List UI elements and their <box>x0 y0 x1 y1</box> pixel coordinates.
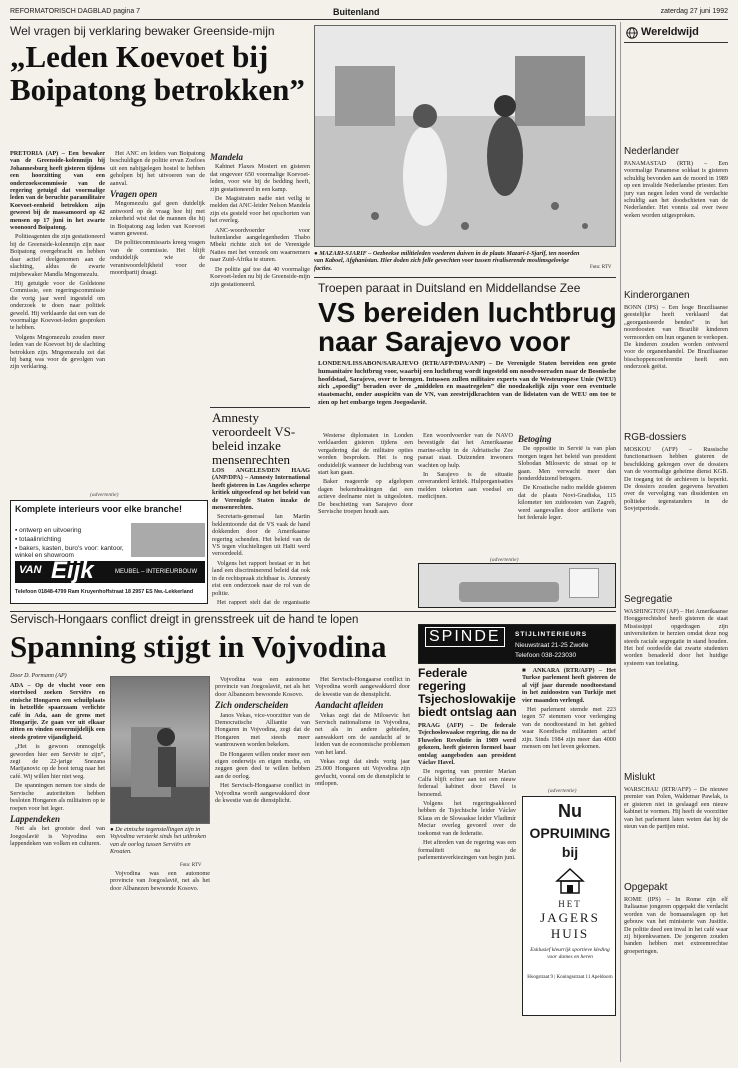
sidebar-item-title: Mislukt <box>624 772 656 783</box>
ad-eijk-photo <box>131 523 205 557</box>
story-subheading: Lappendeken <box>10 813 60 824</box>
ad-spinde[interactable] <box>418 624 616 664</box>
ad-jagers-opruiming: OPRUIMING <box>529 825 611 841</box>
ad-eijk-bullet: ▪ bakers, kasten, buro's voor: kantoor, winkel en showroom <box>15 545 124 559</box>
ad-spinde-phone: Telefoon 038-223030 <box>515 652 577 659</box>
story-paragraph: ANC-woordvoerder voor buitenlandse aangelegenheden Thabo Mbeki richtte zich tot de Verenigde Naties met het verzoek om waarnemers naar Zuid-Afrika te sturen. <box>210 226 310 264</box>
federal-paragraph: Het aftreden van de regering was een formaliteit na de parlementsverkiezingen van begin juni. <box>418 839 516 861</box>
federal-paragraph: De regering van premier Marian Calfa blijft echter aan tot een nieuw federaal kabinet door Havel is benoemd. <box>418 768 516 798</box>
paper-name: REFORMATORISCH DAGBLAD pagina 7 <box>10 8 141 15</box>
story-body-col-2 <box>110 150 205 490</box>
ad-eijk-brand: VAN Eijk MEUBEL – INTERIEURBOUW <box>15 561 205 583</box>
sidebar-item-title: RGB-dossiers <box>624 432 687 443</box>
story-kicker: Servisch-Hongaars conflict dreigt in grensstreek uit de hand te lopen <box>10 614 359 626</box>
amnesty-paragraph: Secretaris-generaal Ian Martin beklemtoonde dat de VS vaak de hand dokkenden door de Amerikaanse regering schenden. Het beleid van de VS tegen vluchtelingen uit Haïti werd veroordeeld. <box>212 513 310 558</box>
story-paragraph: De Magistraten nadie niet veilig te melden dat ANC-leider Nelson Mandela zijn eis gesteld voor het opschorten van het overleg. <box>210 195 310 225</box>
story-body-col-3 <box>210 150 310 405</box>
amnesty-paragraph: Het rapport stelt dat de organisatie <box>217 598 310 605</box>
amnesty-headline: Amnesty veroordeelt VS-beleid inzake mensenrechten <box>212 410 296 467</box>
story-paragraph: De Kroatische radio meldde gisteren dat de plaats Novi-Gradiska, 115 kilometer ten zuidoosten van Zagreb, werd aangevallen door artillerie van het federale leger. <box>518 484 616 522</box>
story-paragraph: Westerse diplomaten in Londen verklaarden gisteren tijdens een vergadering dat de militaire opties worden besproken. Het is nog onduidelijk wanneer de luchtbrug van start kan gaan. <box>318 432 413 477</box>
story-body-col-1 <box>10 150 105 490</box>
ad-label: (advertentie) <box>90 492 119 498</box>
story-subheading: Vragen open <box>110 189 158 200</box>
ad-jagers-huis-word: HUIS <box>550 926 590 941</box>
ad-eijk-title: Komplete interieurs voor elke branche! <box>15 504 183 514</box>
ankara-paragraph: Het parlement stemde met 223 tegen 57 stemmen voor verlenging van de noodtoestand in het gebied waar Koerdische militanten actief zijn. Sinds 1984 zijn meer dan 4000 mensen om het leven gekomen. <box>522 706 616 751</box>
story-headline: Spanning stijgt in Vojvodina <box>10 629 387 664</box>
photo-caption: ● MAZARI-SJARIF – Oezbeekse militieleden voederen duiven in de plaats Mazari-I-Sjarif, ten noorden van Kaboel, Afghanistan. Hier doden zich felle gevechten voor tussen rivaliserende moslimsgelovige facties. <box>314 250 580 272</box>
ad-furniture-window <box>569 568 599 598</box>
ad-jagers-het: HET <box>558 899 582 909</box>
ad-furniture[interactable] <box>418 563 616 608</box>
federal-lead: PRAAG (AFP) – De federale Tsjechoslowaakse regering, die na de Fluwelen Revolutie in 1989 werd gekozen, heeft gisteren formeel haar ontslag aangeboden aan president Václav Havel. <box>418 722 516 767</box>
photo-mazari-sjarif <box>314 25 616 247</box>
ad-spinde-logo: SPINDE <box>425 627 505 647</box>
sidebar-item-text: BONN (IPS) – Een hoge Braziliaanse geestelijke heeft verklaard dat „georganiseerde bendes” in het noordoosten van Brazilië kinderen vermoorden om hun organen te verkopen. De kinderen zouden worden ontvoerd voor de organenhandel. De Braziliaanse bisschoppenconferentie heeft een onderzoek geëist. <box>624 304 728 371</box>
ad-spinde-tag: STIJLINTERIEURS <box>515 631 588 638</box>
ad-furniture-sofa <box>459 582 559 602</box>
photo-credit: Foto: RTV <box>590 265 612 270</box>
story-subheading: Zich onderscheiden <box>215 700 289 711</box>
ad-jagers-name: JAGERS <box>540 910 600 925</box>
story-paragraph: Vekas zegt dat de Milosevic het Servisch nationalisme in Vojvodina, net als in andere gebieden, aanwakkert om de aandacht af te leiden van de economische problemen van het land. <box>315 711 410 756</box>
story-body-col-1 <box>318 432 413 602</box>
story-lead: PRETORIA (AP) – Een bewaker van de Greenside-kolenmijn bij Johannesburg heeft gisteren tijdens een hoorzitting van een onderzoekscommissie van de regering getuigd dat voormalige leden van de beruchte paramilitaire Koevoet-eenheid betrokken zijn geweest bij de massamoord op 42 mensen op 17 juni in het zwarte woonoord Boipatong. <box>10 150 105 232</box>
amnesty-paragraph: Volgens het rapport bestaat er in het land een discriminerend beleid dat ook in de rechtspraak zichtbaar is. Amnesty eist een onderzoek naar de rol van de politie. <box>212 559 310 597</box>
story-paragraph: De Hongaren willen onder meer een eigen onderwijs en eigen media, en zeggen geen deel te willen hebben aan de oorlog. <box>215 750 310 780</box>
story-paragraph: Een woordvoerder van de NAVO bevestigde dat het Amerikaanse marine-schip in de Adriatische Zee paraat staat. Duizenden inwoners wachten op hulp. <box>418 432 513 469</box>
story-paragraph: Baker reageerde op afgelopen dagen bekendmakingen dat een actieve deelname niet is uitgesloten. De beschieting van Sarajevo door Servische troepen houdt aan. <box>318 478 413 516</box>
ad-jagers-bij: bij <box>561 844 579 860</box>
photo-vojvodina <box>110 676 210 824</box>
story-kicker: Troepen paraat in Duitsland en Middellandse Zee <box>318 281 581 295</box>
story-paragraph: Het Servisch-Hongaarse conflict in Vojvodina wordt aangewakkerd door de kwestie van de dienstplicht. <box>315 676 410 698</box>
ad-eijk-bullet: ▪ ontwerp en uitvoering <box>15 527 82 534</box>
story-paragraph: Het ANC en leiders van Boipatong beschuldigen de politie ervan Zoeloes uit een nabijgelegen hostel te hebben geholpen bij het uitvoeren van de aanval. <box>110 150 205 187</box>
story-kicker: Wel vragen bij verklaring bewaker Greenside-mijn <box>10 24 275 38</box>
story-paragraph: Vojvodina was een autonome provincie van Joegoslavië, net als het door Albanezen bewoonde Kosovo. <box>110 870 210 892</box>
story-headline: „Leden Koevoet bij Boipatong betrokken” <box>10 39 305 107</box>
story-paragraph: Janos Vekas, vice-voorzitter van de Democratische Alliantie van Hongaren in Vojvodina, zegt dat de Hongaren met steeds meer wantrouwen worden bekeken. <box>215 711 310 749</box>
federal-headline: Federale regering Tsjechoslowakije biedt ontslag aan <box>418 666 517 719</box>
story-paragraph: „Het is gewoon onmogelijk geworden hier een Serviër te zijn”, zegt de 22-jarige Snezana Marijanovic op de boot terug naar het café. Wij willen hier niet weg. <box>10 743 105 780</box>
sidebar-item-text: PANAMASTAD (RTR) – Een voormalige Panamese soldaat is gisteren schuldig bevonden aan de moord in 1989 op een invalide Nederlandse priester. Een jury van negen leden vond de verdachte schuldig aan het doodschieten van de Nederlander. Het vonnis zal over twee weken worden uitgesproken. <box>624 160 728 219</box>
sidebar-title: Wereldwijd <box>641 26 699 38</box>
story-paragraph: Het Servisch-Hongaarse conflict in Vojvodina wordt aangewakkerd door de kwestie van de dienstplicht. <box>215 782 310 805</box>
photo-credit: Foto: RTV <box>180 863 202 868</box>
story-byline: Door D. Pormann (AP) <box>10 673 67 679</box>
sidebar-item-title: Nederlander <box>624 146 680 157</box>
photo-illustration <box>315 26 616 247</box>
story-paragraph: De oppositie in Servië is van plan morgen tegen het beleid van president Slobodan Milosevic de straat op te gaan. Men verwacht meer dan honderdduizend betogers. <box>518 445 616 483</box>
story-paragraph: Hij getuigde voor de Goldstone Commissie, een regeringscommissie die vorig jaar werd ingesteld om onderzoek te doen naar politiek geweld. Hij verklaarde dat een van de voormalige Koevoet-leden gesproken te hebben. <box>10 279 105 332</box>
ad-jagers-huis[interactable] <box>522 796 616 1016</box>
ad-eijk-logo: Eijk <box>51 557 94 584</box>
federal-paragraph: Volgens het regeringsakkoord hebben de Tsjechische leider Václav Klaus en de Slowaakse leider Vladimír Meciar overleg gevoerd over de toekomst van de federatie. <box>418 800 516 837</box>
story-body-col-2 <box>110 870 210 1062</box>
story-paragraph: Politieagenten die zijn gestationeerd bij de Greenside-kolenmijn zijn naar Boipatong overgebracht en hebben daar actief deelgenomen aan de slachting, aldus de zwarte mijnbewaker Mandla Mngomezulu. <box>10 233 105 278</box>
section-name: Buitenland <box>333 7 380 17</box>
story-subheading: Aandacht afleiden <box>315 700 384 711</box>
sidebar-item-title: Opgepakt <box>624 882 668 893</box>
masthead <box>10 6 728 20</box>
house-icon <box>555 867 585 895</box>
ad-label: (advertentie) <box>548 788 577 794</box>
story-paragraph: De spanningen nemen toe sinds de Servische autoriteiten hebben besloten Hongaren als militairen op te roepen voor het leger. <box>10 782 105 812</box>
story-paragraph: In Sarajevo is de situatie onveranderd kritiek. Hulporganisaties melden tekorten aan voedsel en medicijnen. <box>418 471 513 501</box>
story-body-col-3 <box>215 676 310 1062</box>
ad-jagers-address: Hoogstraat 9 | Koningsstraat 11 Apeldoorn <box>527 975 613 980</box>
ankara-lead: ■ ANKARA (RTR/AFP) – Het Turkse parlement heeft gisteren de al vijf jaar durende noodtoestand in het zuidoosten van Turkije met vier maanden verlengd. <box>522 667 616 704</box>
story-lead: LONDEN/LISSABON/SARAJEVO (RTR/AFP/DPA/ANP) – De Verenigde Staten bereiden een grote humanitaire luchtbrug voor, waarbij een luchtbrug wordt ingesteld om noodvoorraden naar de Bosnische hoofdstad, Sarajevo, over te brengen. Intussen zullen militaire experts van de Westeuropese Unie (WEU) zich „spoedig” beraden over de „middelen en maatregelen” die noodzakelijk zijn voor een eventuele staatsmacht, onder auspiciën van de VN, van zeestrijdkrachten van de lidstaten van de WEU om toe te zien op het embargo tegen Joegoslavië. <box>318 360 616 406</box>
story-headline: VS bereiden luchtbrug naar Sarajevo voor <box>318 297 617 357</box>
story-ankara <box>522 667 616 785</box>
story-paragraph: Vekas zegt dat sinds vorig jaar 25.000 Hongaren uit Vojvodina zijn gevlucht, vooral om de dienstplicht te ontlopen. <box>315 758 410 788</box>
sidebar-item-text: WASHINGTON (AP) – Het Amerikaanse Hooggerechtshof heeft gisteren de staat Mississippi opgedragen zijn universiteiten te herzien omdat deze nog steeds raciale segregatie in stand houden. Het hof oordeelde dat zwarte studenten worden benadeeld door het huidige systeem van toelating. <box>624 608 728 667</box>
issue-date: zaterdag 27 juni 1992 <box>660 8 728 15</box>
story-subheading: Mandela <box>210 152 244 162</box>
story-body-col-3 <box>518 432 616 557</box>
ad-eijk-bullet: ▪ totaalinrichting <box>15 536 62 543</box>
story-lead-block <box>318 360 616 430</box>
story-lead: ADA – Op de vlucht voor een stortvloed zoeken Serviërs en etnische Hongaren een schuilplaats in hetzelfde spaarzaam verlichte café in Ada, aan de grens met Hongarije. Ze gaan ver uit elkaar zitten en vinden onvermijdelijk een steeds grotere vijandigheid. <box>10 682 105 741</box>
ad-spinde-address: Nieuwstraat 21-25 Zwolle <box>515 642 589 649</box>
sidebar-item-title: Kinderorganen <box>624 290 690 301</box>
story-subheading: Betoging <box>518 434 552 444</box>
story-body-col-1 <box>10 682 105 1062</box>
story-paragraph: Kabinet Flaxes Mostert en gisteren dat ongeveer 650 voormalige Koevoet-leden, voor wie bij de bedding heeft, zijn gestationeerd in een kamp. <box>210 163 310 193</box>
sidebar-item-text: ROME (IPS) – In Rome zijn elf Italiaanse jongeren opgepakt die verdacht worden van de bomaanslagen op het gebouw van het ministerie van Justitie. De politie deed een inval in het café waar zij bijeenkwamen. De jongeren zouden banden hebben met extreemrechtse groeperingen. <box>624 896 728 955</box>
ad-eijk-tag: MEUBEL – INTERIEURBOUW <box>115 569 198 575</box>
ad-jagers-sub: Exklusief kleurrijk sportieve kleding voor dames en heren <box>530 947 610 960</box>
ad-label: (advertentie) <box>490 557 519 563</box>
globe-icon <box>626 26 638 38</box>
story-body-col-2 <box>418 432 513 557</box>
story-paragraph: Net als het grootste deel van Joegoslavië is Vojvodina een lappendeken van volken en culturen. <box>10 825 105 848</box>
sidebar-item-text: WARSCHAU (RTR/AFP) – De nieuwe premier van Polen, Waldemar Pawlak, is er gisteren niet in geslaagd een nieuw kabinet te vormen. Hij heeft de voorzitter van het parlement laten weten dat hij de steun van de partijen mist. <box>624 786 728 831</box>
federal-body <box>418 722 516 1062</box>
amnesty-body <box>212 467 310 605</box>
ad-jagers-nu: Nu <box>558 801 582 821</box>
story-paragraph: De politiecommissaris kreeg vragen van de commissie. Het blijft onduidelijk wie de verantwoordelijkheid voor de moordpartij draagt. <box>110 239 205 277</box>
story-body-col-4 <box>315 676 410 1062</box>
ad-eijk[interactable] <box>10 500 208 604</box>
ad-eijk-phone: Telefoon 01848-4799 Ram Kruyenhoffstraat 18 2957 ES Nw.-Lekkerland <box>15 589 194 595</box>
amnesty-lead: LOS ANGELES/DEN HAAG (ANP/DPA) – Amnesty International heeft gisteren in Los Angeles scherpe kritiek uitgeoefend op het beleid van de Verenigde Staten inzake de mensenrechten. <box>212 467 310 512</box>
story-paragraph: Volgens Mngomezulu zouden meer leden van de Koevoet bij de slachting betrokken zijn. Mngomezulu zei dat hij bang was voor de gevolgen van zijn verklaring. <box>10 333 105 371</box>
story-paragraph: Mngomezulu gaf geen duidelijk antwoord op de vraag hoe hij met zekerheid wist dat de mannen die hij in Boipatong zag leden van Koevoet waren geweest. <box>110 200 205 238</box>
photo-illustration <box>111 677 210 824</box>
story-paragraph: Vojvodina was een autonome provincie van Joegoslavië, net als het door Albanezen bewoonde Kosovo. <box>215 676 310 698</box>
sidebar-item-text: MOSKOU (AFP) – Russische functionarissen hebben gisteren de beschikking gekregen over de dossiers van de voormalige geheime dienst KGB. De toegang tot de archieven is beperkt. De dossiers zouden gegevens bevatten over de vervolging van dissidenten en politieke tegenstanders in de Sovjetperiode. <box>624 446 728 513</box>
story-paragraph: De politie gaf toe dat 40 voormalige Koevoet-leden nu bij de Greenside-mijn zijn gestationeerd. <box>210 265 310 288</box>
photo-caption: ● De etnische tegenstellingen zijn in Vojvodina versterkt sinds het uitbreken van de oorlog tussen Serviërs en Kroaten. <box>110 826 206 856</box>
sidebar-item-title: Segregatie <box>624 594 673 605</box>
